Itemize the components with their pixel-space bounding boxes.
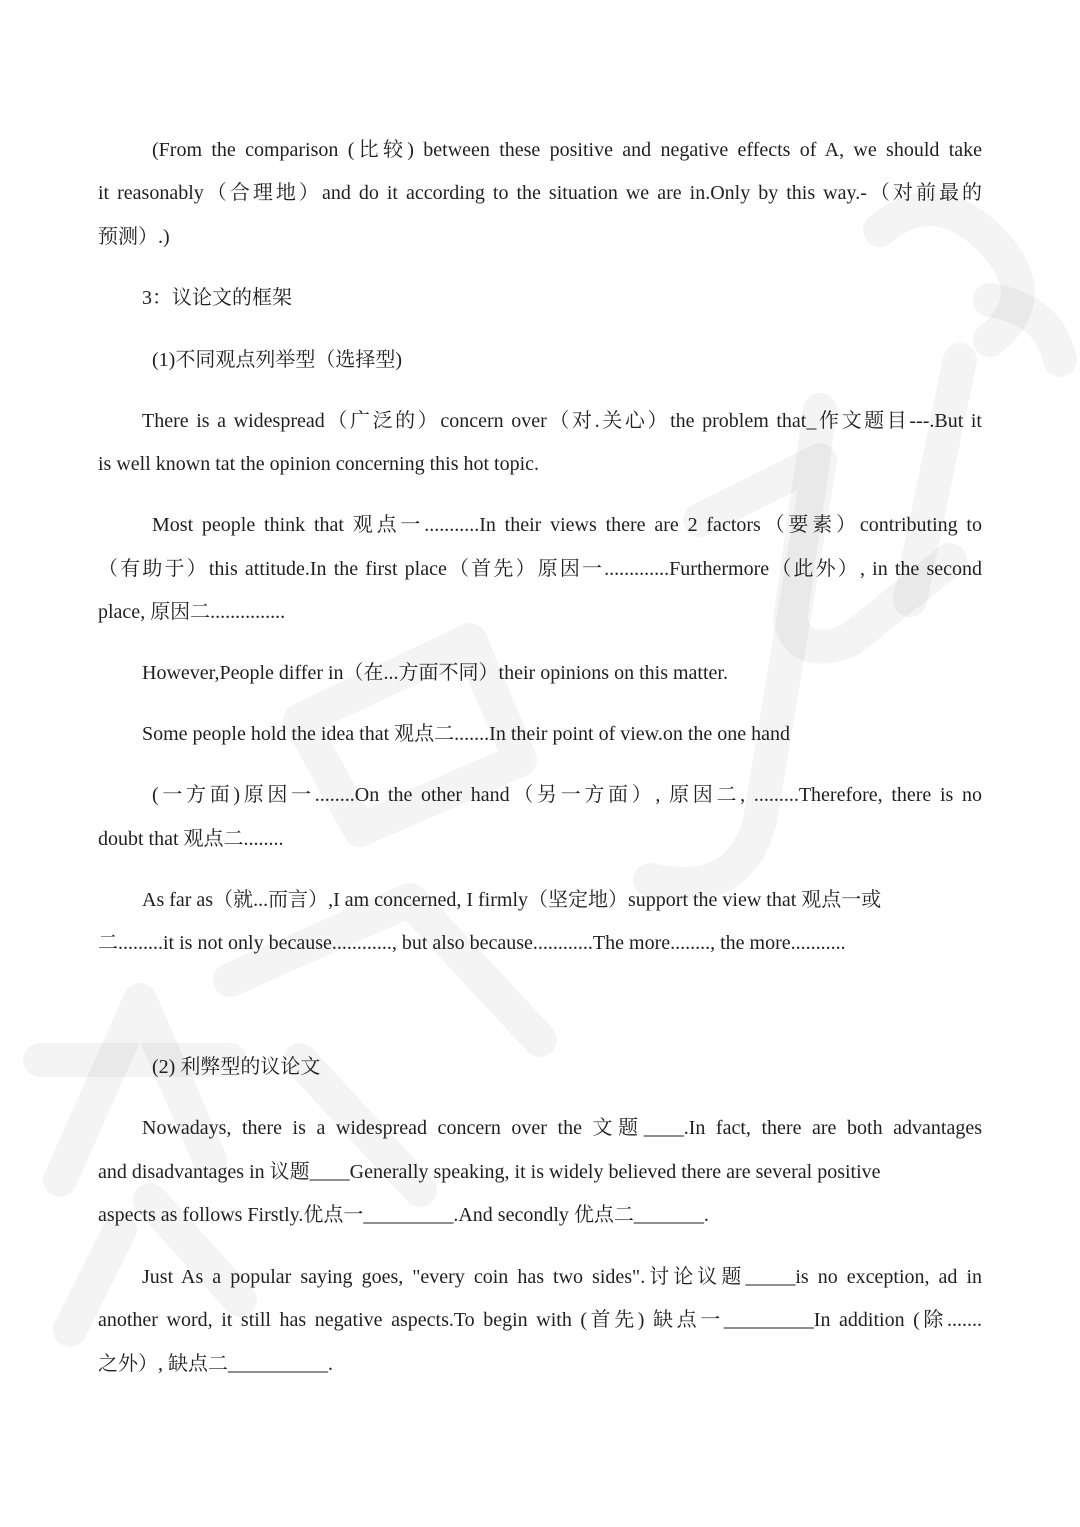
text-line: (From the comparison (比较) between these positive and negative effects of A, we should take <box>152 139 982 161</box>
text-line: place, 原因二............... <box>98 601 286 623</box>
text-line: 预测）.) <box>98 226 170 248</box>
section-heading: 3：议论文的框架 <box>142 287 292 309</box>
text-line: doubt that 观点二........ <box>98 828 284 850</box>
subsection-heading: (2) 利弊型的议论文 <box>152 1056 321 1078</box>
text-line: However,People differ in（在...方面不同）their opinions on this matter. <box>142 662 728 684</box>
text-line: aspects as follows Firstly.优点一_________.And secondly 优点二_______. <box>98 1204 709 1226</box>
text-line: There is a widespread（广泛的）concern over（对.关心）the problem that_作文题目---.But it <box>142 410 982 432</box>
text-line: and disadvantages in 议题____Generally speaking, it is widely believed there are several positive <box>98 1161 881 1183</box>
text-line: is well known tat the opinion concerning this hot topic. <box>98 453 540 475</box>
text-line: （有助于）this attitude.In the first place（首先）原因一.............Furthermore（此外）, in the second <box>98 558 982 580</box>
text-line: As far as（就...而言）,I am concerned, I firmly（坚定地）support the view that 观点一或 <box>142 889 882 911</box>
text-line: (一方面)原因一........On the other hand（另一方面）, 原因二, .........Therefore, there is no <box>152 784 982 806</box>
text-line: another word, it still has negative aspects.To begin with (首先) 缺点一_________In addition (除....... <box>98 1309 982 1331</box>
text-line: 二.........it is not only because............, but also because............The more........, the more........... <box>98 932 846 954</box>
subsection-heading: (1)不同观点列举型（选择型) <box>152 349 402 371</box>
text-line: 之外）, 缺点二__________. <box>98 1353 333 1375</box>
text-line: Some people hold the idea that 观点二.......In their point of view.on the one hand <box>142 723 791 745</box>
text-line: Just As a popular saying goes, "every coin has two sides".讨论议题_____is no exception, ad in <box>142 1266 982 1288</box>
text-line: Nowadays, there is a widespread concern over the 文题____.In fact, there are both advantages <box>142 1117 982 1139</box>
text-line: it reasonably（合理地）and do it according to the situation we are in.Only by this way.-（对前最的 <box>98 182 982 204</box>
text-line: Most people think that 观点一...........In their views there are 2 factors（要素）contributing to <box>152 514 982 536</box>
